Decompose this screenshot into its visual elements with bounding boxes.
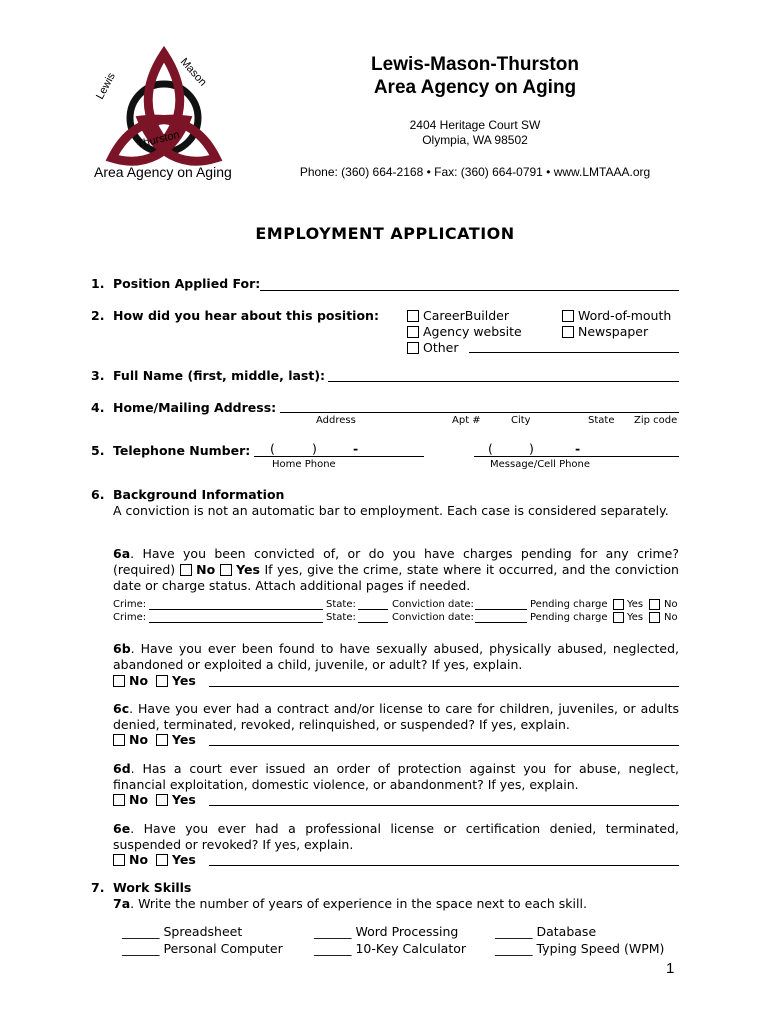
state-label: State: [326,599,356,610]
logo-word-thurston: Thurston [135,128,181,151]
q6d-no-checkbox[interactable] [113,794,125,806]
state-label: State: [326,612,356,623]
q6d-explain-line[interactable] [209,805,679,806]
cell-phone-paren-open: ( [488,441,493,456]
q6c-text: . Have you ever had a contract and/or license to care for children, juveniles, or adults denied, terminated, revoked, relinquished, or suspended? If yes, explain. [113,701,679,732]
state-input-line[interactable] [358,609,388,610]
q6c-tag: 6c [113,701,130,716]
q1-number: 1. [91,276,105,291]
skill-blank[interactable]: ______ [122,941,160,956]
q6e-answer [113,852,196,868]
skill-spreadsheet-label: Spreadsheet [163,924,243,939]
q1-label: Position Applied For: [113,276,261,291]
q6d-yes-checkbox[interactable] [156,794,168,806]
state-input-line[interactable] [358,622,388,623]
option-newspaper[interactable] [562,324,648,340]
q6e-no-checkbox[interactable] [113,854,125,866]
checkbox-word-of-mouth[interactable] [562,310,574,322]
q6c-no-label: No [128,732,149,747]
page-number: 1 [666,960,675,977]
address-sublabel: Address [316,415,356,426]
pending-yes-label: Yes [627,612,644,623]
q2-label: How did you hear about this position: [113,308,379,323]
pending-charge-label: Pending charge [530,612,608,623]
pending-no-label: No [664,612,678,623]
skill-spreadsheet[interactable] [122,924,242,940]
checkbox-other[interactable] [407,342,419,354]
option-other[interactable] [407,340,458,356]
skill-blank[interactable]: ______ [314,941,352,956]
q6b-text-block [113,641,679,673]
q6c-explain-line[interactable] [209,745,679,746]
q6d-text-block [113,761,679,793]
logo-tagline: Area Agency on Aging [94,164,232,180]
q6d-answer [113,792,196,808]
q7a-text: . Write the number of years of experience in the space next to each skill. [130,896,587,911]
q5-label: Telephone Number: [113,443,251,458]
skill-word-processing[interactable] [314,924,458,940]
position-input-line[interactable] [260,290,679,291]
q4-label: Home/Mailing Address: [113,400,277,415]
conviction-date-input-line[interactable] [475,622,527,623]
option-word-of-mouth-label: Word-of-mouth [577,308,672,323]
crime-row-2 [113,612,683,626]
q6a-yes-label: Yes [236,562,260,577]
pending-yes-label: Yes [627,599,644,610]
q5-number: 5. [91,443,105,458]
skill-10-key[interactable] [314,941,466,957]
q6a-no-label: No [196,562,216,577]
page-title: EMPLOYMENT APPLICATION [255,224,515,243]
skill-word-processing-label: Word Processing [355,924,459,939]
q3-label: Full Name (first, middle, last): [113,368,326,383]
conviction-date-label: Conviction date: [392,599,474,610]
q6c-answer [113,732,196,748]
q6e-explain-line[interactable] [209,865,679,866]
skill-10-key-label: 10-Key Calculator [355,941,467,956]
org-name-line1: Lewis-Mason-Thurston [371,54,579,75]
q6e-text: . Have you ever had a professional license or certification denied, terminated, suspended or revoked? If yes, explain. [113,821,679,852]
skill-blank[interactable]: ______ [122,924,160,939]
home-phone-dash: - [353,441,359,456]
pending-yes-checkbox[interactable] [613,599,624,610]
state-sublabel: State [588,415,615,426]
q6e-yes-label: Yes [171,852,196,867]
q6e-no-label: No [128,852,149,867]
q6-intro: A conviction is not an automatic bar to employment. Each case is considered separately. [113,503,669,518]
q6b-no-label: No [128,673,149,688]
checkbox-agency-website[interactable] [407,326,419,338]
home-phone-sublabel: Home Phone [272,459,336,470]
q6c-yes-checkbox[interactable] [156,734,168,746]
q6d-text: . Has a court ever issued an order of protection against you for abuse, neglect, financial exploitation, domestic violence, or abandonment? If yes, explain. [113,761,679,792]
crime-row-1 [113,599,683,613]
crime-label: Crime: [113,612,147,623]
checkbox-newspaper[interactable] [562,326,574,338]
q4-number: 4. [91,400,105,415]
apt-sublabel: Apt # [452,415,481,426]
q7-label: Work Skills [113,880,192,895]
skill-personal-computer[interactable] [122,941,283,957]
q6c-text-block [113,701,679,733]
q6a-yes-checkbox[interactable] [220,564,232,576]
logo-word-mason: Mason [177,55,209,89]
q3-number: 3. [91,368,105,383]
home-phone-input-line[interactable] [254,456,424,457]
q7-number: 7. [91,880,105,895]
option-agency-website[interactable] [407,324,522,340]
q6b-no-checkbox[interactable] [113,675,125,687]
pending-yes-checkbox[interactable] [613,612,624,623]
contact-line: Phone: (360) 664-2168 • Fax: (360) 664-0791 • www.LMTAAA.org [299,165,651,179]
org-name-line2: Area Agency on Aging [373,77,577,98]
q6e-text-block [113,821,679,853]
other-input-line[interactable] [469,352,679,353]
q6b-yes-label: Yes [171,673,196,688]
q6e-tag: 6e [113,821,131,836]
crime-input-line[interactable] [149,622,323,623]
q6d-no-label: No [128,792,149,807]
q6e-yes-checkbox[interactable] [156,854,168,866]
address-line1: 2404 Heritage Court SW [409,118,541,132]
q6d-yes-label: Yes [171,792,196,807]
skill-blank[interactable]: ______ [495,924,533,939]
logo-word-lewis: Lewis [94,70,118,102]
skill-blank[interactable]: ______ [495,941,533,956]
q6d-tag: 6d [113,761,131,776]
crime-input-line[interactable] [149,609,323,610]
q7a-line [113,896,587,912]
option-agency-website-label: Agency website [422,324,522,339]
q6a-tag: 6a [113,546,131,561]
address-line2: Olympia, WA 98502 [422,133,528,147]
q6c-no-checkbox[interactable] [113,734,125,746]
skill-blank[interactable]: ______ [314,924,352,939]
q6a-no-checkbox[interactable] [180,564,192,576]
option-careerbuilder-label: CareerBuilder [422,308,509,323]
q6b-tag: 6b [113,641,131,656]
q6b-yes-checkbox[interactable] [156,675,168,687]
q6a-block [113,546,679,594]
home-phone-paren-open: ( [270,441,275,456]
q6-label: Background Information [113,487,285,502]
address-input-line[interactable] [280,412,679,413]
zip-sublabel: Zip code [634,415,678,426]
pending-no-checkbox[interactable] [649,599,660,610]
pending-no-checkbox[interactable] [649,612,660,623]
cell-phone-dash: - [575,441,581,456]
skill-database[interactable] [495,924,596,940]
conviction-date-label: Conviction date: [392,612,474,623]
q6b-answer [113,673,196,689]
q6b-explain-line[interactable] [209,686,679,687]
skill-database-label: Database [536,924,597,939]
option-word-of-mouth[interactable] [562,308,671,324]
q6b-text: . Have you ever been found to have sexually abused, physically abused, neglected, abandoned or exploited a child, juvenile, or adult? If yes, explain. [113,641,679,672]
crime-label: Crime: [113,599,147,610]
city-sublabel: City [511,415,531,426]
cell-phone-paren-close: ) [529,441,534,456]
pending-no-label: No [664,599,678,610]
q6a-text2: If yes, give the crime, state where it occurred, and the conviction date or charge status. Attach additional pages if needed. [113,562,679,593]
conviction-date-input-line[interactable] [475,609,527,610]
checkbox-careerbuilder[interactable] [407,310,419,322]
full-name-input-line[interactable] [328,381,679,382]
q6c-yes-label: Yes [171,732,196,747]
skill-typing-speed[interactable] [495,941,664,957]
q6-number: 6. [91,487,105,502]
skill-typing-speed-label: Typing Speed (WPM) [536,941,665,956]
option-careerbuilder[interactable] [407,308,509,324]
pending-charge-label: Pending charge [530,599,608,610]
skill-personal-computer-label: Personal Computer [163,941,283,956]
cell-phone-sublabel: Message/Cell Phone [490,459,591,470]
q6a-text: . Have you been convicted of, or do you have charges pending for any crime? (required) [113,546,679,577]
option-other-label: Other [422,340,459,355]
option-newspaper-label: Newspaper [577,324,649,339]
q7a-tag: 7a [113,896,131,911]
q2-number: 2. [91,308,105,323]
home-phone-paren-close: ) [312,441,317,456]
